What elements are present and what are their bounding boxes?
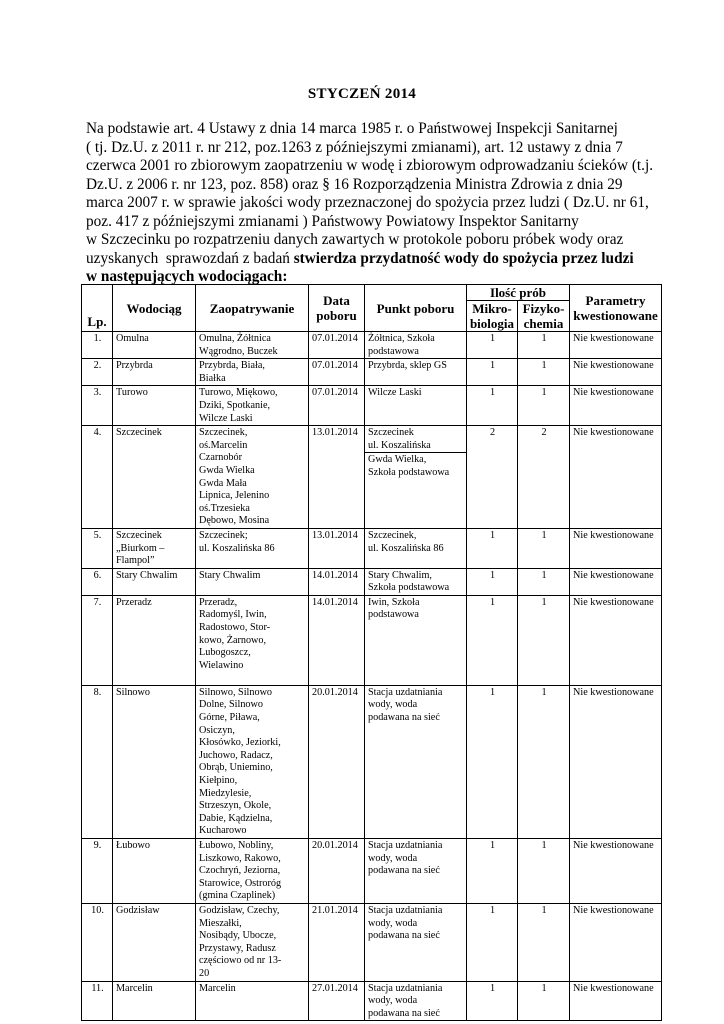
- cell-data-poboru: 27.01.2014: [309, 981, 365, 1021]
- intro-line: Dz.U. z 2006 r. nr 123, poz. 858) oraz § 16 Rozporządzenia Ministra Zdrowia z dnia 29: [86, 175, 623, 193]
- cell-zaopatrywanie: Omulna, Żółtnica Wągrodno, Buczek: [196, 332, 309, 359]
- cell-fizykochemia: 1: [518, 359, 570, 386]
- cell-mikrobiologia: 1: [467, 332, 518, 359]
- table-row: [82, 426, 662, 529]
- cell-lp: 11.: [82, 981, 113, 1021]
- cell-fizykochemia: 1: [518, 981, 570, 1021]
- intro-line: marca 2007 r. w sprawie jakości wody przeznaczonej do spożycia przez ludzi ( Dz.U. nr 61,: [86, 194, 649, 211]
- cell-fizykochemia: 1: [518, 568, 570, 595]
- header-wodociag: Wodociąg: [113, 285, 196, 332]
- table-row: [82, 332, 662, 359]
- cell-data-poboru: 20.01.2014: [309, 685, 365, 838]
- intro-line: w Szczecinku po rozpatrzeniu danych zawartych w protokole poboru próbek wody oraz: [86, 231, 624, 248]
- cell-fizykochemia: 1: [518, 903, 570, 981]
- cell-zaopatrywanie: Szczecinek, oś.Marcelin Czarnobór Gwda Wielka Gwda Mała Lipnica, Jelenino oś.Trzesieka Dębowo, Mosina: [196, 426, 309, 529]
- sampling-point-primary: Szczecinek ul. Koszalińska: [368, 427, 431, 451]
- cell-fizykochemia: 1: [518, 332, 570, 359]
- cell-punkt-poboru: [365, 426, 467, 529]
- cell-wodociag: Przeradz: [113, 595, 196, 685]
- table-row: [82, 839, 662, 904]
- cell-parametry: Nie kwestionowane: [570, 386, 662, 426]
- intro-line: poz. 417 z późniejszymi zmianami ) Państwowy Powiatowy Inspektor Sanitarny: [86, 212, 579, 230]
- cell-parametry: Nie kwestionowane: [570, 595, 662, 685]
- cell-punkt-poboru: Wilcze Laski: [365, 386, 467, 426]
- cell-fizykochemia: 1: [518, 386, 570, 426]
- cell-lp: 1.: [82, 332, 113, 359]
- table-row: [82, 386, 662, 426]
- intro-paragraph: [86, 120, 654, 287]
- table-row: [82, 568, 662, 595]
- cell-fizykochemia: 1: [518, 685, 570, 838]
- cell-mikrobiologia: 1: [467, 839, 518, 904]
- cell-zaopatrywanie: Marcelin: [196, 981, 309, 1021]
- table-body: [82, 332, 662, 1021]
- cell-data-poboru: 07.01.2014: [309, 386, 365, 426]
- intro-conclusion: stwierdza przydatność wody do spożycia przez ludzi: [293, 249, 634, 267]
- cell-zaopatrywanie: Przybrda, Biała, Białka: [196, 359, 309, 386]
- cell-punkt-poboru: Stacja uzdatniania wody, woda podawana na sieć: [365, 903, 467, 981]
- cell-wodociag: Szczecinek: [113, 426, 196, 529]
- header-zaopatrywanie: Zaopatrywanie: [196, 285, 309, 332]
- cell-wodociag: Silnowo: [113, 685, 196, 838]
- table-row: [82, 903, 662, 981]
- cell-data-poboru: 14.01.2014: [309, 568, 365, 595]
- cell-fizykochemia: 2: [518, 426, 570, 529]
- cell-punkt-poboru: Stacja uzdatniania wody, woda podawana na sieć: [365, 839, 467, 904]
- cell-zaopatrywanie: Turowo, Miękowo, Dziki, Spotkanie, Wilcze Laski: [196, 386, 309, 426]
- page-title: STYCZEŃ 2014: [307, 86, 417, 102]
- cell-data-poboru: 14.01.2014: [309, 595, 365, 685]
- cell-zaopatrywanie: Stary Chwalim: [196, 568, 309, 595]
- intro-line: Na podstawie art. 4 Ustawy z dnia 14 marca 1985 r. o Państwowej Inspekcji Sanitarnej: [86, 120, 618, 137]
- header-lp: Lp.: [82, 285, 113, 332]
- sampling-point-secondary: Gwda Wielka, Szkoła podstawowa: [365, 452, 466, 479]
- header-mikrobiologia: Mikro-biologia: [467, 301, 518, 332]
- cell-wodociag: Godzisław: [113, 903, 196, 981]
- cell-data-poboru: 13.01.2014: [309, 426, 365, 529]
- table-row: [82, 359, 662, 386]
- cell-zaopatrywanie: Silnowo, Silnowo Dolne, Silnowo Górne, Piława, Osiczyn, Kłosówko, Jeziorki, Juchowo, Radacz, Obrąb, Uniemino, Kiełpino, Miedzylesie, Strzeszyn, Okole, Dabie, Kądzielna, Kucharowo: [196, 685, 309, 838]
- cell-zaopatrywanie: Przeradz, Radomyśl, Iwin, Radostowo, Stor- kowo, Żarnowo, Lubogoszcz, Wielawino: [196, 595, 309, 685]
- cell-wodociag: Stary Chwalim: [113, 568, 196, 595]
- cell-lp: 5.: [82, 528, 113, 568]
- cell-parametry: Nie kwestionowane: [570, 528, 662, 568]
- cell-zaopatrywanie: Szczecinek; ul. Koszalińska 86: [196, 528, 309, 568]
- intro-line-text: uzyskanych sprawozdań z badań: [86, 249, 294, 267]
- cell-mikrobiologia: 1: [467, 981, 518, 1021]
- cell-lp: 7.: [82, 595, 113, 685]
- table-row: [82, 981, 662, 1021]
- cell-data-poboru: 07.01.2014: [309, 332, 365, 359]
- cell-fizykochemia: 1: [518, 595, 570, 685]
- cell-data-poboru: 21.01.2014: [309, 903, 365, 981]
- cell-punkt-poboru: Przybrda, sklep GS: [365, 359, 467, 386]
- cell-mikrobiologia: 1: [467, 386, 518, 426]
- cell-parametry: Nie kwestionowane: [570, 568, 662, 595]
- table-row: [82, 528, 662, 568]
- cell-punkt-poboru: Stary Chwalim, Szkoła podstawowa: [365, 568, 467, 595]
- table-row: [82, 595, 662, 685]
- cell-fizykochemia: 1: [518, 528, 570, 568]
- header-punkt-poboru: Punkt poboru: [365, 285, 467, 332]
- cell-mikrobiologia: 1: [467, 568, 518, 595]
- cell-parametry: Nie kwestionowane: [570, 903, 662, 981]
- water-quality-table: [81, 284, 662, 1021]
- cell-lp: 2.: [82, 359, 113, 386]
- cell-parametry: Nie kwestionowane: [570, 426, 662, 529]
- cell-punkt-poboru: Stacja uzdatniania wody, woda podawana na sieć: [365, 685, 467, 838]
- cell-lp: 6.: [82, 568, 113, 595]
- cell-lp: 4.: [82, 426, 113, 529]
- cell-parametry: Nie kwestionowane: [570, 359, 662, 386]
- header-parametry: Parametry kwestionowane: [570, 285, 662, 332]
- cell-wodociag: Marcelin: [113, 981, 196, 1021]
- cell-punkt-poboru: Szczecinek, ul. Koszalińska 86: [365, 528, 467, 568]
- cell-fizykochemia: 1: [518, 839, 570, 904]
- cell-parametry: Nie kwestionowane: [570, 839, 662, 904]
- header-ilosc-prob: Ilość prób: [467, 285, 570, 301]
- cell-zaopatrywanie: Łubowo, Nobliny, Liszkowo, Rakowo, Czochryń, Jeziorna, Starowice, Ostroróg (gmina Czaplinek): [196, 839, 309, 904]
- cell-mikrobiologia: 1: [467, 528, 518, 568]
- cell-mikrobiologia: 1: [467, 685, 518, 838]
- cell-data-poboru: 20.01.2014: [309, 839, 365, 904]
- header-data-poboru: Data poboru: [309, 285, 365, 332]
- intro-line: ( tj. Dz.U. z 2011 r. nr 212, poz.1263 z późniejszymi zmianami), art. 12 ustawy z dnia 7: [86, 138, 623, 156]
- cell-wodociag: Omulna: [113, 332, 196, 359]
- cell-mikrobiologia: 2: [467, 426, 518, 529]
- header-fizykochemia: Fizyko-chemia: [518, 301, 570, 332]
- cell-lp: 9.: [82, 839, 113, 904]
- table-row: [82, 685, 662, 838]
- cell-punkt-poboru: Żółtnica, Szkoła podstawowa: [365, 332, 467, 359]
- cell-zaopatrywanie: Godzisław, Czechy, Mieszałki, Nosibądy, Ubocze, Przystawy, Radusz częściowo od nr 13- 20: [196, 903, 309, 981]
- cell-data-poboru: 13.01.2014: [309, 528, 365, 568]
- cell-parametry: Nie kwestionowane: [570, 685, 662, 838]
- intro-conclusion-tail: w następujących wodociągach:: [86, 268, 288, 285]
- intro-line: czerwca 2001 ro zbiorowym zaopatrzeniu w wodę i zbiorowym odprowadzaniu ścieków (t.j.: [86, 157, 654, 174]
- cell-wodociag: Szczecinek „Biurkom – Flampol”: [113, 528, 196, 568]
- cell-punkt-poboru: Iwin, Szkoła podstawowa: [365, 595, 467, 685]
- intro-line: [86, 250, 646, 269]
- cell-parametry: Nie kwestionowane: [570, 332, 662, 359]
- cell-wodociag: Łubowo: [113, 839, 196, 904]
- cell-lp: 10.: [82, 903, 113, 981]
- cell-punkt-poboru: Stacja uzdatniania wody, woda podawana na sieć: [365, 981, 467, 1021]
- cell-data-poboru: 07.01.2014: [309, 359, 365, 386]
- cell-wodociag: Przybrda: [113, 359, 196, 386]
- cell-parametry: Nie kwestionowane: [570, 981, 662, 1021]
- cell-mikrobiologia: 1: [467, 595, 518, 685]
- cell-wodociag: Turowo: [113, 386, 196, 426]
- cell-lp: 3.: [82, 386, 113, 426]
- cell-mikrobiologia: 1: [467, 903, 518, 981]
- cell-mikrobiologia: 1: [467, 359, 518, 386]
- cell-lp: 8.: [82, 685, 113, 838]
